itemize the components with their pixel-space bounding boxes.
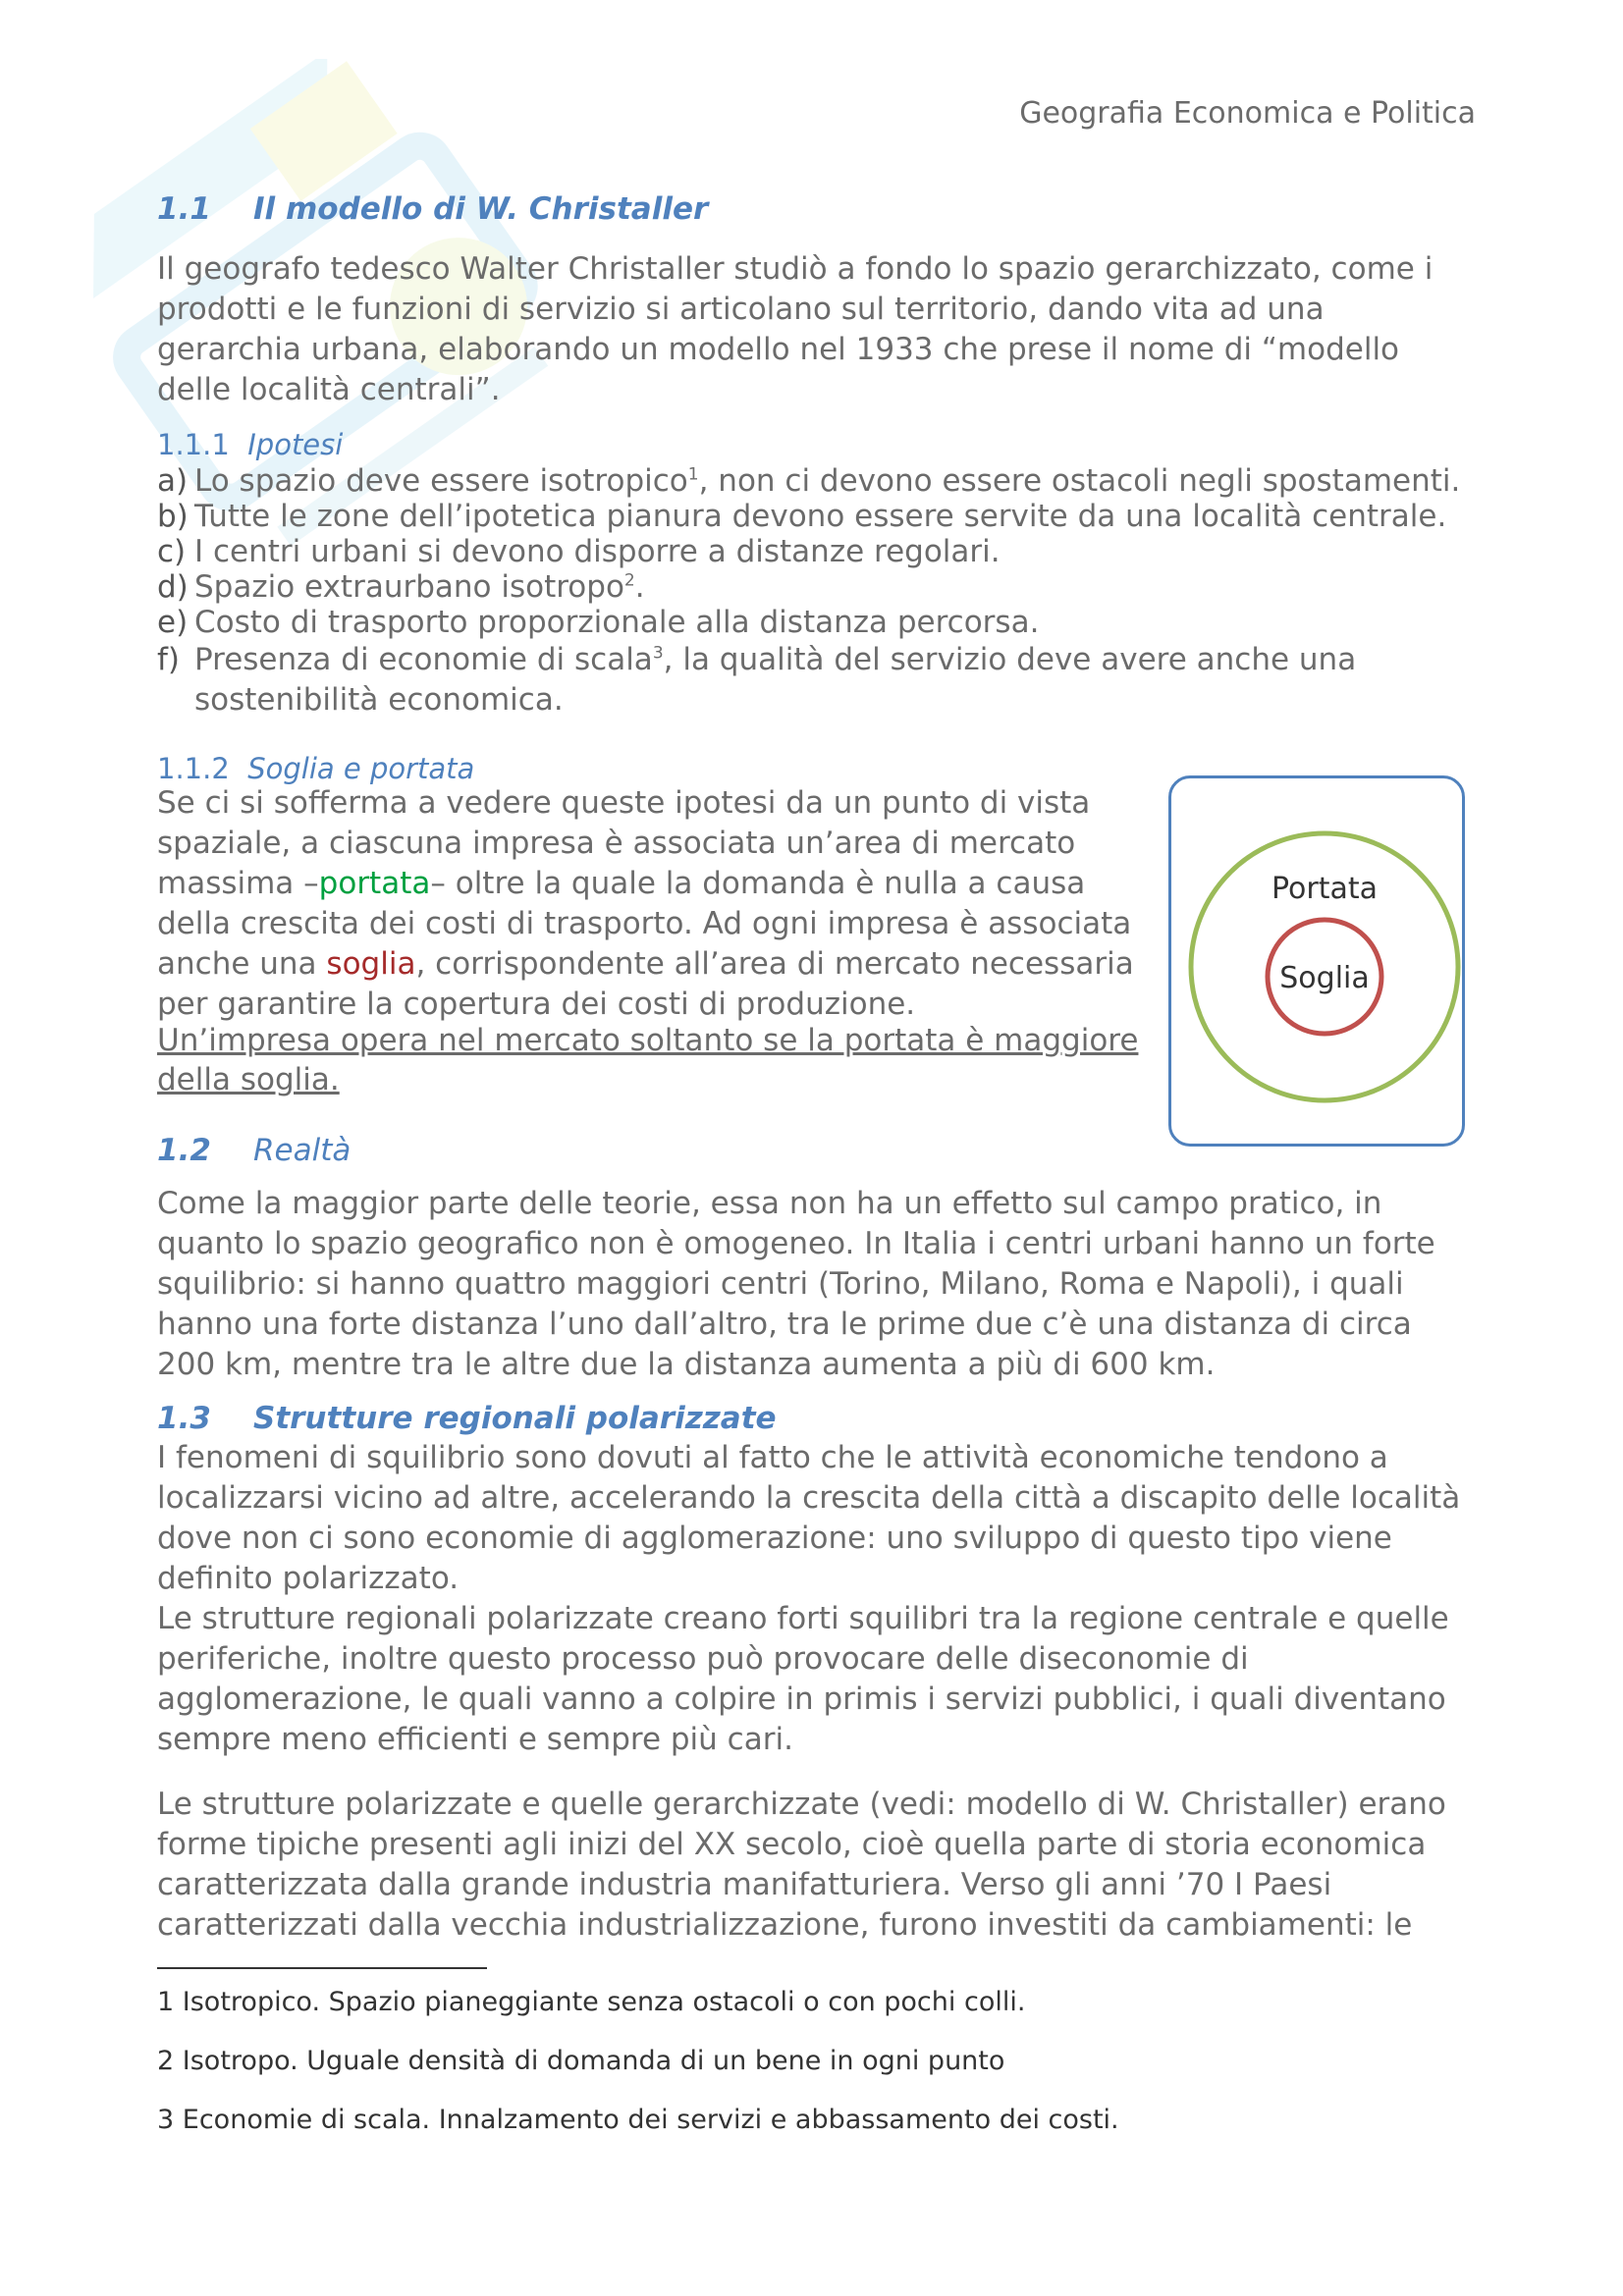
list-item [157,463,1473,499]
hypotheses-list [157,463,1473,721]
list-text-after: , non ci devono essere ostacoli negli spostamenti. [698,463,1461,499]
footnote-number: 3 [157,2105,175,2135]
intro-paragraph: Il geografo tedesco Walter Christaller studiò a fondo lo spazio gerarchizzato, come i prodotti e le funzioni di servizio si articolano sul territorio, dando vita ad una gerarchia urbana, elaborando un modello nel 1933 che prese il nome di “modello delle località centrali”. [157,251,1434,407]
portata-soglia-diagram [1168,775,1465,1147]
term-portata: portata [318,866,431,901]
list-text: Costo di trasporto proporzionale alla distanza percorsa. [194,605,1040,640]
soglia-label: Soglia [1279,961,1370,995]
soglia-portata-paragraph [157,783,1168,1025]
footnote-ref: 3 [652,643,664,664]
footnote-text: Economie di scala. Innalzamento dei servizi e abbassamento dei costi. [182,2105,1119,2135]
list-letter: b) [157,499,189,534]
list-text: I centri urbani si devono disporre a distanze regolari. [194,534,1001,569]
subsection-title: Ipotesi [247,428,344,461]
list-text-after: , la qualità del servizio deve avere anche una sostenibilità economica. [194,642,1357,718]
diagram-svg [1171,778,1462,1144]
list-item [157,534,1473,569]
footnote-ref: 1 [687,464,699,485]
footnote-number: 1 [157,1987,175,2017]
footnote [157,2105,1119,2135]
realta-paragraph: Come la maggior parte delle teorie, essa non ha un effetto sul campo pratico, in quanto lo spazio geografico non è omogeneo. In Italia i centri urbani hanno un forte squilibrio: si hanno quattro maggiori centri (Torino, Milano, Roma e Napoli), i quali hanno una forte distanza l’uno dall’altro, tra le prime due c’è una distanza di circa 200 km, mentre tra le altre due la distanza aumenta a più di 600 km. [157,1186,1435,1382]
term-soglia: soglia [326,946,416,982]
footnote-text: Isotropico. Spazio pianeggiante senza ostacoli o con pochi colli. [182,1987,1026,2017]
section-heading-1-1 [157,191,708,227]
subsection-title: Soglia e portata [247,752,475,785]
list-item [157,640,1473,721]
footnote-number: 2 [157,2046,175,2076]
polarizzate-paragraph-3: Le strutture polarizzate e quelle gerarchizzate (vedi: modello di W. Christaller) erano forme tipiche presenti agli inizi del XX secolo, cioè quella parte di storia economica caratterizzata dalla grande industria manifatturiera. Verso gli anni ’70 I Paesi caratterizzati dalla vecchia industrializzazione, furono investiti da cambiamenti: le [157,1787,1446,1943]
section-number: 1.1 [157,191,211,227]
section-title: Strutture regionali polarizzate [253,1401,777,1436]
section-number: 1.3 [157,1401,211,1436]
page-header: Geografia Economica e Politica [1019,96,1476,131]
text-run: , corrispondente all’area di mercato necessaria per garantire la copertura dei costi di produzione. [157,946,1134,1022]
footnote-separator [157,1967,487,1969]
section-title: Realtà [253,1133,352,1168]
list-letter: e) [157,605,189,640]
footnote-text: Isotropo. Uguale densità di domanda di un bene in ogni punto [182,2046,1005,2076]
section-number: 1.2 [157,1133,211,1168]
text-run: – oltre la quale la domanda è nulla a causa della crescita dei costi di trasporto. Ad ogni impresa è associata anche una [157,866,1132,982]
list-item [157,499,1473,534]
list-text: Presenza di economie di scala [194,642,653,677]
list-text: Lo spazio deve essere isotropico [194,463,688,499]
list-text: Spazio extraurbano isotropo [194,569,624,605]
footnote-ref: 2 [623,570,635,591]
text-run: Se ci si sofferma a vedere queste ipotesi da un punto di vista spaziale, a ciascuna impresa è associata un’area di mercato massima – [157,785,1091,901]
subsection-number: 1.1.2 [157,752,230,785]
list-item [157,569,1473,605]
list-letter: c) [157,534,187,569]
underlined-statement: Un’impresa opera nel mercato soltanto se la portata è maggiore della soglia. [157,1023,1139,1097]
footnote [157,2046,1004,2076]
section-heading-1-2 [157,1133,351,1168]
list-item [157,605,1473,640]
list-letter: f) [157,642,181,677]
polarizzate-paragraph-2: Le strutture regionali polarizzate creano forti squilibri tra la regione centrale e quelle periferiche, inoltre questo processo può provocare delle diseconomie di agglomerazione, le quali vanno a colpire in primis i servizi pubblici, i quali diventano sempre meno efficienti e sempre più cari. [157,1601,1449,1757]
list-letter: d) [157,569,189,605]
subsection-heading-ipotesi [157,428,343,461]
section-title: Il modello di W. Christaller [253,191,709,227]
polarizzate-paragraph-1: I fenomeni di squilibrio sono dovuti al fatto che le attività economiche tendono a localizzarsi vicino ad altre, accelerando la crescita della città a discapito delle località dove non ci sono economie di agglomerazione: uno sviluppo di questo tipo viene definito polarizzato. [157,1440,1461,1596]
list-text-after: . [634,569,645,605]
subsection-number: 1.1.1 [157,428,230,461]
footnote [157,1987,1025,2017]
list-letter: a) [157,463,189,499]
subsection-heading-soglia [157,752,474,785]
list-text: Tutte le zone dell’ipotetica pianura devono essere servite da una località centrale. [194,499,1447,534]
section-heading-1-3 [157,1401,777,1436]
portata-label: Portata [1271,872,1379,906]
